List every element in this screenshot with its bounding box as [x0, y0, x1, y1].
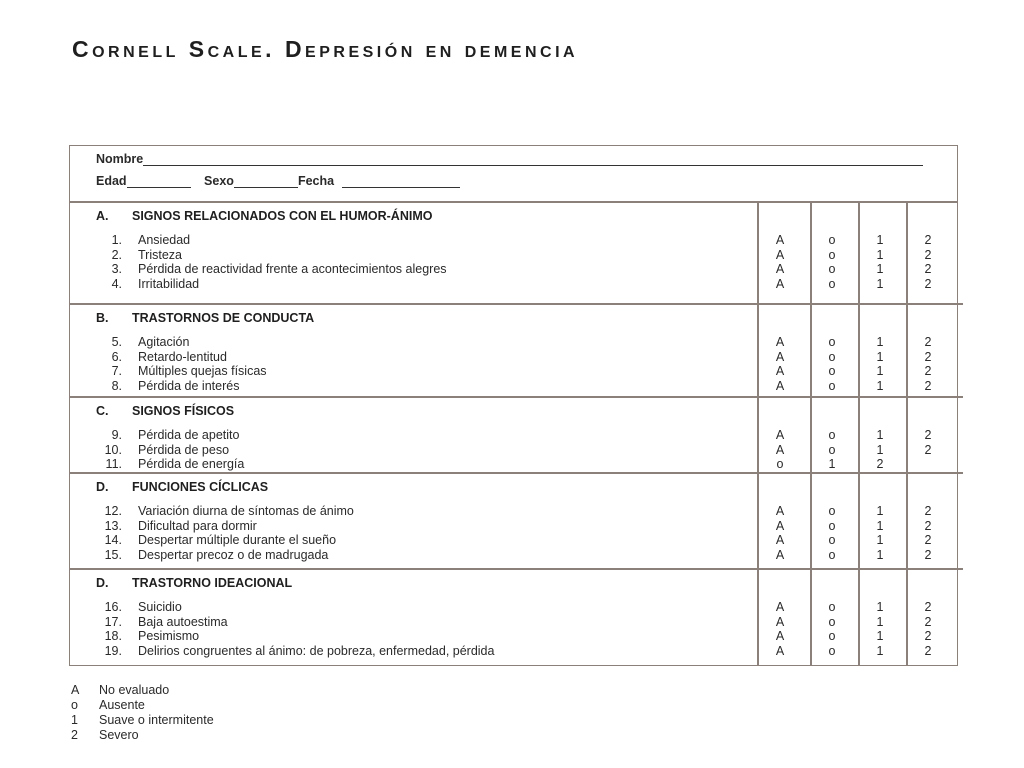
item-label: Delirios congruentes al ánimo: de pobreza, enfermedad, pérdida — [138, 643, 495, 658]
legend-key: A — [71, 683, 80, 697]
list-item — [70, 615, 750, 629]
score-option[interactable]: 1 — [876, 276, 884, 291]
score-option[interactable]: 2 — [924, 233, 932, 247]
list-item — [70, 504, 750, 518]
score-option[interactable]: A — [775, 247, 785, 262]
item-label: Variación diurna de síntomas de ánimo — [138, 504, 354, 518]
score-option[interactable]: 2 — [924, 262, 932, 276]
list-item — [70, 443, 750, 457]
cornell-form — [69, 145, 958, 666]
score-option[interactable]: 1 — [876, 614, 884, 629]
item-label: Despertar precoz o de madrugada — [138, 547, 329, 562]
item-number: 3. — [111, 262, 122, 276]
page-title: Cornell Scale. Depresión en demencia — [72, 36, 579, 62]
section-title — [96, 404, 234, 418]
column-divider — [810, 397, 812, 473]
item-label: Pérdida de peso — [138, 442, 230, 457]
item-number: 4. — [111, 276, 122, 291]
fecha-label: Fecha — [297, 174, 335, 188]
score-option[interactable]: o — [828, 349, 836, 364]
column-divider — [858, 397, 860, 473]
item-number: 10. — [104, 442, 122, 457]
edad-sexo-fecha-row — [96, 174, 460, 188]
section-letter: D. — [96, 480, 109, 494]
list-item — [70, 519, 750, 533]
score-option[interactable]: o — [828, 504, 836, 518]
list-item — [70, 457, 750, 471]
item-number: 7. — [111, 364, 122, 378]
score-option[interactable]: 1 — [876, 428, 884, 442]
legend-label: No evaluado — [99, 683, 170, 697]
section-letter: A. — [96, 209, 109, 223]
section-letter: B. — [96, 311, 109, 325]
column-divider — [810, 473, 812, 569]
score-option[interactable]: o — [828, 442, 836, 457]
score-option[interactable]: o — [828, 428, 836, 442]
score-option[interactable]: 1 — [876, 262, 884, 276]
column-divider — [906, 397, 908, 473]
list-item — [70, 600, 750, 614]
score-option[interactable]: 1 — [876, 600, 884, 614]
score-option[interactable]: 1 — [876, 504, 884, 518]
fecha-line[interactable] — [342, 175, 460, 188]
item-label: Pérdida de interés — [138, 378, 240, 393]
score-option[interactable]: 2 — [876, 457, 884, 471]
score-option[interactable]: A — [775, 428, 785, 442]
list-item — [70, 350, 750, 364]
score-option[interactable]: A — [775, 349, 785, 364]
section-title — [96, 311, 314, 325]
score-option[interactable]: A — [775, 518, 785, 533]
score-option[interactable]: 1 — [876, 335, 884, 349]
item-number: 14. — [104, 533, 122, 547]
score-option[interactable]: A — [775, 262, 785, 276]
score-option[interactable]: 1 — [876, 364, 884, 378]
score-option[interactable]: 2 — [924, 247, 932, 262]
section-title-text: TRASTORNO IDEACIONAL — [132, 576, 293, 590]
sexo-label: Sexo — [204, 174, 234, 188]
list-item — [70, 533, 750, 547]
legend-key: 1 — [71, 713, 78, 727]
item-number: 2. — [111, 247, 122, 262]
score-option[interactable]: o — [828, 643, 836, 658]
nombre-field[interactable] — [96, 152, 923, 166]
item-number: 11. — [105, 457, 122, 471]
column-divider — [757, 397, 759, 473]
list-item — [70, 248, 750, 262]
section-title-text: TRASTORNOS DE CONDUCTA — [132, 311, 315, 325]
list-item — [70, 644, 750, 658]
item-label: Retardo-lentitud — [138, 349, 227, 364]
score-option[interactable]: 1 — [876, 518, 884, 533]
list-item — [70, 629, 750, 643]
score-option[interactable]: 2 — [924, 547, 932, 562]
section-divider — [70, 472, 963, 474]
column-divider — [757, 569, 759, 665]
item-number: 16. — [104, 600, 122, 614]
list-item — [70, 428, 750, 442]
score-option[interactable]: o — [828, 276, 836, 291]
column-divider — [858, 202, 860, 304]
section-letter: D. — [96, 576, 109, 590]
list-item — [70, 364, 750, 378]
item-label: Ansiedad — [138, 233, 191, 247]
item-number: 9. — [111, 428, 122, 442]
score-option[interactable]: A — [775, 629, 785, 643]
score-option[interactable]: o — [828, 364, 836, 378]
score-option[interactable]: A — [775, 442, 785, 457]
score-option[interactable]: 2 — [924, 428, 932, 442]
item-label: Tristeza — [138, 247, 182, 262]
score-option[interactable]: 2 — [924, 335, 932, 349]
legend-item — [71, 713, 214, 727]
item-number: 19. — [104, 643, 122, 658]
score-option[interactable]: A — [775, 335, 785, 349]
score-option[interactable]: o — [828, 335, 836, 349]
score-option[interactable]: 1 — [876, 247, 884, 262]
score-option[interactable]: 1 — [876, 233, 884, 247]
score-option[interactable]: 2 — [924, 378, 932, 393]
score-option[interactable]: 1 — [876, 378, 884, 393]
score-option[interactable]: 2 — [924, 533, 932, 547]
item-label: Múltiples quejas físicas — [138, 364, 267, 378]
score-option[interactable]: 2 — [924, 364, 932, 378]
score-option[interactable]: 1 — [876, 547, 884, 562]
score-option[interactable]: o — [776, 457, 784, 471]
score-option[interactable]: o — [828, 600, 836, 614]
column-divider — [757, 304, 759, 397]
column-divider — [810, 304, 812, 397]
list-item — [70, 548, 750, 562]
item-number: 6. — [111, 349, 122, 364]
score-option[interactable]: 2 — [924, 643, 932, 658]
column-divider — [858, 304, 860, 397]
score-option[interactable]: 2 — [924, 600, 932, 614]
score-option[interactable]: A — [775, 614, 785, 629]
item-number: 13. — [104, 518, 122, 533]
section-letter: C. — [96, 404, 109, 418]
score-option[interactable]: o — [828, 262, 836, 276]
list-item — [70, 277, 750, 291]
legend-key: 2 — [71, 728, 78, 742]
column-divider — [810, 202, 812, 304]
score-option[interactable]: o — [828, 518, 836, 533]
nombre-line[interactable] — [143, 153, 923, 166]
item-number: 12. — [104, 504, 122, 518]
score-option[interactable]: A — [775, 364, 785, 378]
legend-label: Suave o intermitente — [99, 713, 214, 727]
item-number: 5. — [111, 335, 122, 349]
section-title-text: FUNCIONES CÍCLICAS — [132, 480, 269, 494]
score-option[interactable]: A — [775, 547, 785, 562]
section-title — [96, 576, 292, 590]
item-label: Dificultad para dormir — [138, 518, 257, 533]
item-label: Baja autoestima — [138, 614, 228, 629]
item-number: 15. — [104, 547, 122, 562]
legend-item — [71, 728, 139, 742]
item-number: 17. — [104, 614, 122, 629]
column-divider — [906, 473, 908, 569]
score-option[interactable]: 2 — [924, 504, 932, 518]
legend-item — [71, 683, 169, 697]
section-divider — [70, 568, 963, 570]
score-option[interactable]: A — [775, 533, 785, 547]
legend-label: Severo — [99, 728, 139, 742]
section-title-text: SIGNOS FÍSICOS — [132, 404, 235, 418]
list-item — [70, 379, 750, 393]
nombre-label: Nombre — [96, 152, 144, 166]
item-label: Suicidio — [138, 600, 182, 614]
score-option[interactable]: 2 — [924, 442, 932, 457]
score-option[interactable]: 2 — [924, 349, 932, 364]
legend-label: Ausente — [99, 698, 145, 712]
score-option[interactable]: A — [775, 378, 785, 393]
score-option[interactable]: A — [775, 643, 785, 658]
score-option[interactable]: o — [828, 614, 836, 629]
column-divider — [906, 304, 908, 397]
sexo-line[interactable] — [234, 175, 298, 188]
score-option[interactable]: A — [775, 233, 785, 247]
score-option[interactable]: 1 — [876, 442, 884, 457]
score-option[interactable]: 2 — [924, 276, 932, 291]
column-divider — [810, 569, 812, 665]
item-label: Irritabilidad — [138, 276, 200, 291]
item-label: Pérdida de energía — [138, 457, 245, 471]
section-divider — [70, 396, 963, 398]
column-divider — [906, 202, 908, 304]
column-divider — [858, 473, 860, 569]
item-label: Pérdida de reactividad frente a acontecimientos alegres — [138, 262, 447, 276]
item-number: 8. — [111, 378, 122, 393]
item-label: Despertar múltiple durante el sueño — [138, 533, 337, 547]
section-divider — [70, 303, 963, 305]
section-title-text: SIGNOS RELACIONADOS CON EL HUMOR-ÁNIMO — [132, 209, 433, 223]
score-option[interactable]: o — [828, 533, 836, 547]
section-divider — [70, 201, 957, 203]
item-label: Pérdida de apetito — [138, 428, 240, 442]
legend-key: o — [71, 698, 78, 712]
column-divider — [858, 569, 860, 665]
list-item — [70, 262, 750, 276]
score-option[interactable]: 1 — [876, 643, 884, 658]
score-option[interactable]: 1 — [876, 629, 884, 643]
score-option[interactable]: A — [775, 600, 785, 614]
score-option[interactable]: 1 — [876, 349, 884, 364]
column-divider — [757, 202, 759, 304]
list-item — [70, 233, 750, 247]
list-item — [70, 335, 750, 349]
section-title — [96, 209, 432, 223]
score-option[interactable]: A — [775, 276, 785, 291]
item-number: 1. — [111, 233, 122, 247]
item-label: Pesimismo — [138, 629, 200, 643]
section-title — [96, 480, 268, 494]
item-number: 18. — [104, 629, 122, 643]
score-option[interactable]: 2 — [924, 518, 932, 533]
score-option[interactable]: 2 — [924, 614, 932, 629]
score-option[interactable]: o — [828, 629, 836, 643]
score-option[interactable]: o — [828, 247, 836, 262]
edad-line[interactable] — [127, 175, 191, 188]
score-option[interactable]: 1 — [828, 457, 836, 471]
edad-label: Edad — [96, 174, 127, 188]
score-option[interactable]: o — [828, 547, 836, 562]
score-option[interactable]: 2 — [924, 629, 932, 643]
column-divider — [757, 473, 759, 569]
legend-item — [71, 698, 145, 712]
column-divider — [906, 569, 908, 665]
item-label: Agitación — [138, 335, 190, 349]
score-option[interactable]: o — [828, 233, 836, 247]
score-option[interactable]: A — [775, 504, 785, 518]
score-option[interactable]: 1 — [876, 533, 884, 547]
score-option[interactable]: o — [828, 378, 836, 393]
